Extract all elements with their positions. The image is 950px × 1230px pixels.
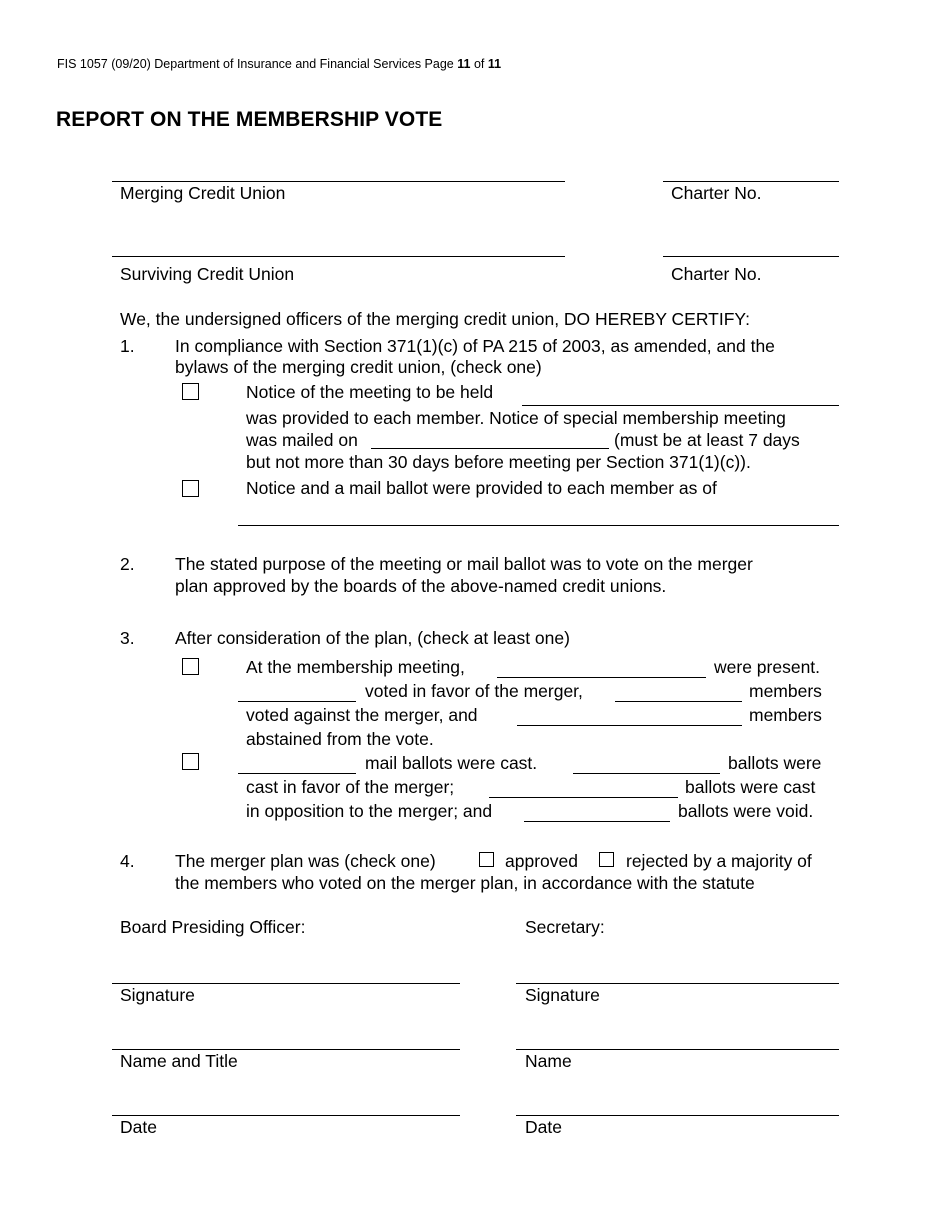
- ballots-opposition-field[interactable]: [489, 797, 678, 798]
- voted-favor-field[interactable]: [238, 701, 356, 702]
- item4-approved: approved: [505, 851, 578, 871]
- item1-opt-a-line2: was provided to each member. Notice of special membership meeting: [246, 408, 786, 428]
- ballots-cast-field[interactable]: [238, 773, 356, 774]
- item4-rejected: rejected by a majority of: [626, 851, 812, 871]
- mail-ballot-date-field[interactable]: [238, 525, 839, 526]
- officer-date-label: Date: [120, 1117, 157, 1137]
- page-total: 11: [487, 57, 502, 71]
- item3-b-line2-pre: cast in favor of the merger;: [246, 777, 455, 797]
- abstained-field[interactable]: [517, 725, 742, 726]
- voted-against-field[interactable]: [615, 701, 742, 702]
- rejected-checkbox[interactable]: [599, 852, 614, 867]
- item3-a-line4: abstained from the vote.: [246, 729, 434, 749]
- notice-meeting-checkbox[interactable]: [182, 383, 199, 400]
- item3-number: 3.: [120, 628, 135, 648]
- mail-ballots-checkbox[interactable]: [182, 753, 199, 770]
- ballots-favor-field[interactable]: [573, 773, 720, 774]
- item3-b-line2-post: ballots were cast: [685, 777, 816, 797]
- item3-a-line3-post: members: [749, 705, 822, 725]
- surviving-credit-union-field[interactable]: [112, 256, 565, 257]
- item2-line1: The stated purpose of the meeting or mail ballot was to vote on the merger: [175, 554, 753, 574]
- officer-signature-label: Signature: [120, 985, 195, 1005]
- officer-name-title-label: Name and Title: [120, 1051, 238, 1071]
- item2-line2: plan approved by the boards of the above-named credit unions.: [175, 576, 667, 596]
- item1-number: 1.: [120, 336, 135, 356]
- secretary-date-label: Date: [525, 1117, 562, 1137]
- item1-opt-a-line1: Notice of the meeting to be held: [246, 382, 494, 402]
- page-title: REPORT ON THE MEMBERSHIP VOTE: [56, 108, 443, 131]
- item3-b-line1-mid: mail ballots were cast.: [365, 753, 538, 773]
- item3-intro: After consideration of the plan, (check at least one): [175, 628, 570, 648]
- merging-credit-union-label: Merging Credit Union: [120, 183, 286, 203]
- item3-b-line1-post: ballots were: [728, 753, 822, 773]
- item3-a-line2-post: members: [749, 681, 822, 701]
- board-presiding-officer-heading: Board Presiding Officer:: [120, 917, 306, 937]
- item4-line1-pre: The merger plan was (check one): [175, 851, 436, 871]
- form-info: FIS 1057 (09/20) Department of Insurance and Financial Services Page: [57, 57, 454, 71]
- item4-line2: the members who voted on the merger plan, in accordance with the statute: [175, 873, 755, 893]
- item1-opt-a-line3-pre: was mailed on: [246, 430, 358, 450]
- surviving-charter-label: Charter No.: [671, 264, 762, 284]
- surviving-credit-union-label: Surviving Credit Union: [120, 264, 295, 284]
- meeting-date-field[interactable]: [522, 405, 839, 406]
- item4-number: 4.: [120, 851, 135, 871]
- mailed-date-field[interactable]: [371, 448, 609, 449]
- merging-charter-label: Charter No.: [671, 183, 762, 203]
- item3-a-line2-mid: voted in favor of the merger,: [365, 681, 583, 701]
- item3-a-line1-post: were present.: [714, 657, 821, 677]
- ballots-void-field[interactable]: [524, 821, 670, 822]
- item1-line2: bylaws of the merging credit union, (check one): [175, 357, 542, 377]
- mail-ballot-checkbox[interactable]: [182, 480, 199, 497]
- surviving-charter-no-field[interactable]: [663, 256, 839, 257]
- form-header: [57, 56, 501, 72]
- members-present-field[interactable]: [497, 677, 706, 678]
- item3-b-line3-pre: in opposition to the merger; and: [246, 801, 493, 821]
- secretary-heading: Secretary:: [525, 917, 605, 937]
- approved-checkbox[interactable]: [479, 852, 494, 867]
- item1-line1: In compliance with Section 371(1)(c) of PA 215 of 2003, as amended, and the: [175, 336, 775, 356]
- membership-meeting-checkbox[interactable]: [182, 658, 199, 675]
- item3-a-line1-pre: At the membership meeting,: [246, 657, 465, 677]
- page-current: 11: [457, 57, 471, 71]
- item1-opt-a-line4: but not more than 30 days before meeting per Section 371(1)(c)).: [246, 452, 751, 472]
- officer-date-field[interactable]: [112, 1115, 460, 1116]
- secretary-signature-label: Signature: [525, 985, 600, 1005]
- item1-opt-b-line1: Notice and a mail ballot were provided to each member as of: [246, 478, 717, 498]
- secretary-name-label: Name: [525, 1051, 572, 1071]
- secretary-date-field[interactable]: [516, 1115, 839, 1116]
- item2-number: 2.: [120, 554, 135, 574]
- item3-b-line3-post: ballots were void.: [678, 801, 814, 821]
- item1-opt-a-line3-post: (must be at least 7 days: [614, 430, 800, 450]
- certify-intro: We, the undersigned officers of the merging credit union, DO HEREBY CERTIFY:: [120, 309, 750, 329]
- page-of: of: [473, 57, 485, 71]
- item3-a-line3-pre: voted against the merger, and: [246, 705, 478, 725]
